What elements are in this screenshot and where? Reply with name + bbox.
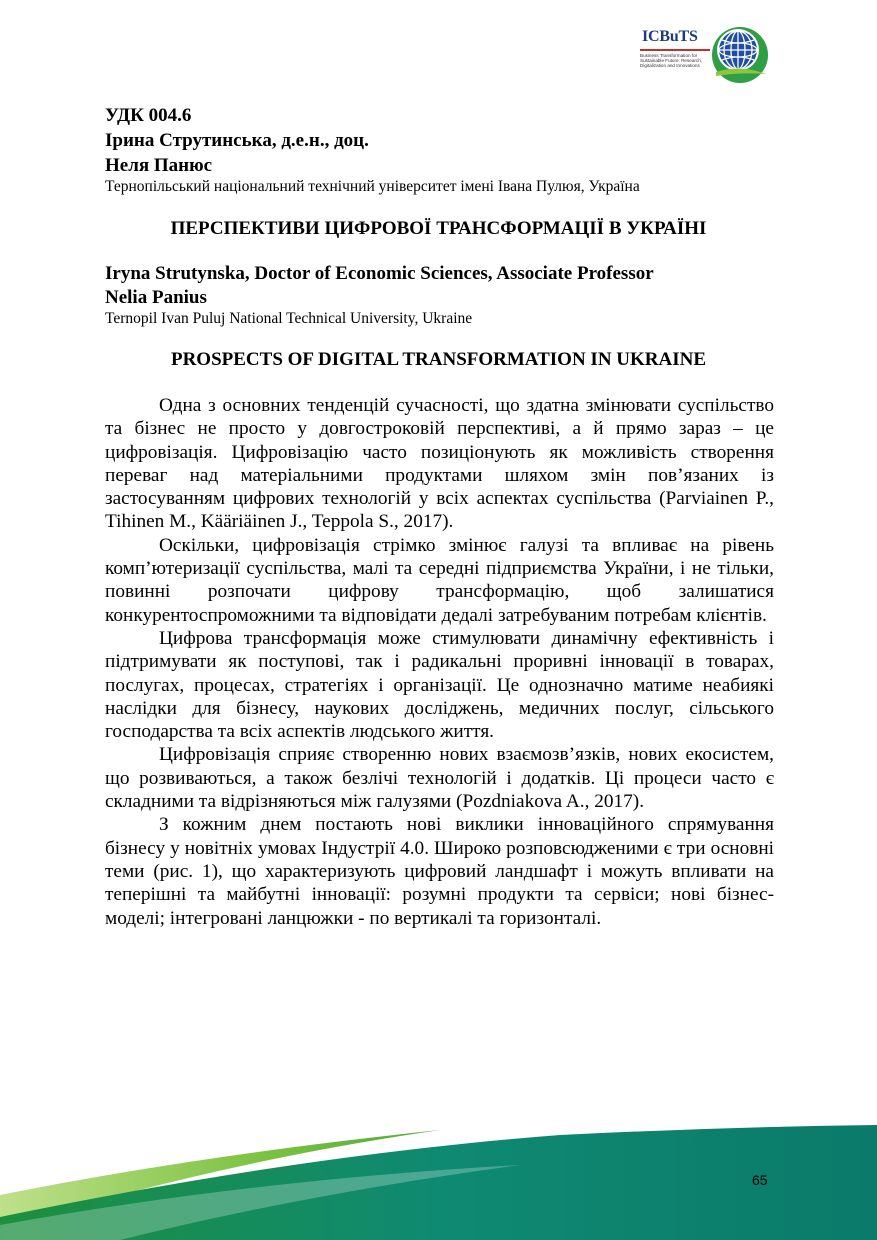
paragraph: Оскільки, цифровізація стрімко змінює галузі та впливає на рівень комп’ютеризації суспільства, малі та середні підприємства України, і не тільки, повинні розпочати цифрову трансформацію, щоб залишатися конкурентоспроможними та відповідати дедалі затребуваним потребам клієнтів.: [105, 534, 774, 626]
logo-name: ICBuTS: [642, 28, 698, 45]
author-1-en: Iryna Strutynska, Doctor of Economic Sciences, Associate Professor: [105, 263, 654, 284]
title-en: PROSPECTS OF DIGITAL TRANSFORMATION IN UKRAINE: [170, 349, 707, 370]
article-body: [105, 394, 774, 930]
footer-wave-decoration: [0, 1125, 877, 1240]
paragraph: З кожним днем постають нові виклики інноваційного спрямування бізнесу у новітніх умовах Індустрії 4.0. Широко розповсюдженими є три основні теми (рис. 1), що характеризують цифровий ландшафт і можуть впливати на теперішні та майбутні інновації: розумні продукти та сервіси; нові бізнес-моделі; інтегровані ланцюжки - по вертикалі та горизонталі.: [105, 814, 774, 929]
paragraph: Цифровізація сприяє створенню нових взаємозв’язків, нових екосистем, що розвиваються, а також безлічі технологій і додатків. Ці процеси часто є складними та відрізняються між галузями (Pozdniakova A., 2017).: [105, 744, 774, 813]
logo-underline: [640, 49, 710, 51]
author-2-ua: Неля Панюс: [105, 155, 213, 176]
affiliation-en: Ternopil Ivan Puluj National Technical University, Ukraine: [105, 310, 473, 327]
affiliation-ua: Тернопільський національний технічний університет імені Івана Пулюя, Україна: [105, 178, 640, 195]
author-1-ua: Ірина Струтинська, д.е.н., доц.: [105, 130, 369, 151]
logo-subtitle: Business Transformation for Sustainable Future: Research, Digitalization and Innovations: [640, 53, 703, 69]
paragraph: Цифрова трансформація може стимулювати динамічну ефективність і підтримувати як поступові, так і радикальні проривні інновації в товарах, послугах, процесах, стратегіях і організації. Це однозначно матиме неабиякі наслідки для бізнесу, наукових досліджень, медичних послуг, сільського господарства та всіх аспектів людського життя.: [105, 627, 774, 743]
globe-icon: [710, 24, 770, 86]
page-number: 65: [752, 1172, 768, 1188]
title-ua: ПЕРСПЕКТИВИ ЦИФРОВОЇ ТРАНСФОРМАЦІЇ В УКРАЇНІ: [170, 218, 707, 239]
conference-logo: [636, 24, 770, 86]
author-2-en: Nelia Panius: [105, 287, 207, 308]
udc-code: УДК 004.6: [105, 105, 192, 126]
paragraph: Одна з основних тенденцій сучасності, що здатна змінювати суспільство та бізнес не просто у довгостроковій перспективі, а й прямо зараз – це цифровізація. Цифровізацію часто позиціонують як можливість створення переваг над матеріальними продуктами шляхом змін пов’язаних із застосуванням цифрових технологій у всіх аспектах суспільства (Parviainen P., Tihinen M., Kääriäinen J., Teppola S., 2017).: [105, 395, 774, 533]
